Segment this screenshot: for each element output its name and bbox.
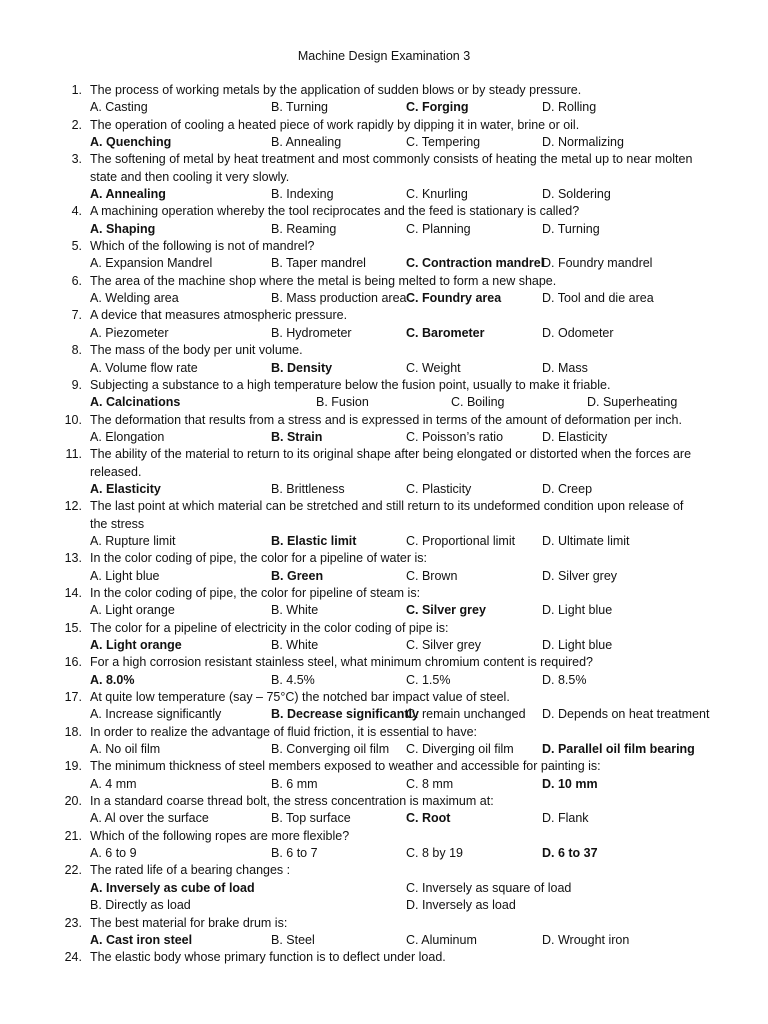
answer-option: B. White [271, 638, 319, 652]
question-text: In the color coding of pipe, the color for a pipeline of water is: [90, 551, 427, 566]
answer-option: A. Piezometer [90, 325, 169, 340]
question-text: the stress [90, 516, 145, 531]
question-item [0, 117, 768, 134]
answer-option: B. 6 mm [271, 776, 318, 791]
answer-option: B. Fusion [316, 395, 369, 410]
answer-option: D. Odometer [542, 325, 614, 340]
answer-option: D. Rolling [542, 100, 597, 115]
answer-option: A. 6 to 9 [90, 846, 137, 861]
options-row [0, 325, 768, 342]
question-text: The area of the machine shop where the metal is being melted to form a new shape. [90, 273, 557, 288]
answer-option: C. Poisson’s ratio [406, 429, 504, 444]
answer-option: C. Brown [406, 568, 458, 583]
question-item [0, 203, 768, 220]
options-row [0, 255, 768, 272]
options-row [0, 134, 768, 151]
question-text: The rated life of a bearing changes : [90, 863, 291, 878]
question-number: 1. [71, 83, 82, 97]
question-text: A device that measures atmospheric pressure. [90, 308, 348, 323]
answer-option: B. Annealing [271, 135, 342, 150]
answer-option: B. Taper mandrel [271, 256, 366, 271]
answer-option: C. Inversely as square of load [406, 880, 572, 895]
answer-option: B. Density [271, 360, 333, 375]
question-item [0, 862, 768, 879]
answer-option: A. Al over the surface [90, 811, 209, 826]
options-row [0, 99, 768, 116]
answer-option: B. Elastic limit [271, 533, 357, 548]
answer-option: A. Cast iron steel [90, 932, 193, 947]
options-row [0, 880, 768, 897]
question-text: The ability of the material to return to its original shape after being elongated or distorted when the forces are [90, 447, 692, 462]
answer-option: D. Creep [542, 481, 593, 496]
answer-option: B. Reaming [271, 221, 337, 236]
options-row [0, 429, 768, 446]
question-continuation [0, 464, 768, 481]
options-row [0, 481, 768, 498]
options-row [0, 602, 768, 619]
options-row [0, 360, 768, 377]
options-row [0, 810, 768, 827]
answer-option: C. Boiling [451, 395, 505, 410]
question-item [0, 689, 768, 706]
question-number: 3. [71, 152, 82, 167]
question-item [0, 724, 768, 741]
options-row [0, 672, 768, 689]
question-number: 24. [64, 950, 82, 965]
answer-option: C. Barometer [406, 325, 485, 340]
answer-option: A. Calcinations [90, 395, 181, 410]
answer-option: A. Quenching [90, 135, 172, 150]
answer-option: C. Silver grey [406, 638, 482, 652]
question-text: At quite low temperature (say – 75°C) the notched bar impact value of steel. [90, 690, 510, 705]
answer-option: C. Tempering [406, 135, 481, 150]
question-number: 10. [64, 412, 82, 427]
question-number: 21. [64, 828, 82, 843]
answer-option: C. Contraction mandrel [406, 256, 545, 271]
question-text: released. [90, 464, 142, 479]
question-number: 5. [71, 239, 82, 254]
answer-option: B. Hydrometer [271, 325, 352, 340]
answer-option: B. 4.5% [271, 672, 315, 687]
question-text: The deformation that results from a stress and is expressed in terms of the amount of deformation per inch. [90, 412, 682, 427]
question-item [0, 151, 768, 168]
answer-option: A. Shaping [90, 221, 156, 236]
question-item [0, 307, 768, 324]
question-continuation [0, 516, 768, 533]
options-row [0, 845, 768, 862]
answer-option: D. Tool and die area [542, 291, 654, 306]
question-text: In the color coding of pipe, the color for pipeline of steam is: [90, 585, 421, 600]
options-row [0, 533, 768, 550]
answer-option: D. Superheating [587, 395, 678, 410]
question-number: 17. [64, 690, 82, 705]
answer-option: D. Light blue [542, 603, 613, 618]
question-item [0, 446, 768, 463]
question-text: The process of working metals by the application of sudden blows or by steady pressure. [90, 83, 582, 97]
question-item [0, 238, 768, 255]
answer-option: D. Foundry mandrel [542, 256, 653, 271]
question-text: The elastic body whose primary function is to deflect under load. [90, 950, 446, 965]
answer-option: C. Planning [406, 221, 471, 236]
answer-option: A. Casting [90, 100, 148, 115]
answer-option: B. Brittleness [271, 481, 345, 496]
options-row [0, 186, 768, 203]
options-row [0, 741, 768, 758]
answer-option: C. Foundry area [406, 291, 502, 306]
question-number: 23. [64, 915, 82, 930]
question-number: 11. [65, 447, 82, 462]
question-item [0, 793, 768, 810]
answer-option: C. Proportional limit [406, 533, 516, 548]
answer-option: C. 1.5% [406, 672, 451, 687]
answer-option: A. Volume flow rate [90, 360, 198, 375]
answer-option: A. Increase significantly [90, 707, 222, 722]
answer-option: A. Inversely as cube of load [90, 880, 255, 895]
answer-option: D. Mass [542, 360, 588, 375]
question-item [0, 550, 768, 567]
question-number: 14. [64, 585, 82, 600]
question-number: 4. [71, 204, 82, 219]
question-text: Subjecting a substance to a high temperature below the fusion point, usually to make it friable. [90, 377, 611, 392]
options-row [0, 932, 768, 949]
question-item [0, 620, 768, 637]
question-text: The minimum thickness of steel members exposed to weather and accessible for painting is: [90, 759, 601, 774]
question-text: The mass of the body per unit volume. [90, 343, 303, 358]
question-text: The softening of metal by heat treatment and most commonly consists of heating the metal up to near molten [90, 152, 693, 167]
answer-option: B. Green [271, 568, 324, 583]
question-number: 12. [64, 499, 82, 514]
answer-option: B. Turning [271, 100, 328, 115]
question-continuation [0, 169, 768, 186]
question-list [0, 82, 768, 967]
question-number: 16. [64, 655, 82, 670]
options-row [0, 637, 768, 654]
question-number: 2. [71, 117, 82, 132]
answer-option: C. Root [406, 811, 451, 826]
answer-option: A. No oil film [90, 742, 161, 757]
question-text: The last point at which material can be stretched and still return to its undeformed condition upon release of [90, 499, 684, 514]
answer-option: A. Rupture limit [90, 533, 176, 548]
question-text: In a standard coarse thread bolt, the stress concentration is maximum at: [90, 794, 494, 809]
answer-option: D. Silver grey [542, 568, 618, 583]
answer-option: A. 4 mm [90, 776, 137, 791]
answer-option: B. Indexing [271, 187, 334, 202]
answer-option: D. Depends on heat treatment [542, 707, 710, 722]
answer-option: A. Expansion Mandrel [90, 256, 213, 271]
answer-option: B. Converging oil film [271, 742, 390, 757]
answer-option: C. remain unchanged [406, 707, 526, 722]
question-item [0, 377, 768, 394]
question-number: 7. [71, 308, 82, 323]
answer-option: C. 8 mm [406, 776, 454, 791]
question-number: 9. [71, 377, 82, 392]
question-number: 6. [71, 273, 82, 288]
answer-option: A. Light blue [90, 568, 160, 583]
answer-option: A. Welding area [90, 291, 179, 306]
question-number: 20. [64, 794, 82, 809]
question-item [0, 949, 768, 966]
answer-option: C. Forging [406, 100, 469, 115]
answer-option: C. Weight [406, 360, 461, 375]
question-number: 15. [64, 620, 82, 635]
question-text: A machining operation whereby the tool reciprocates and the feed is stationary is called? [90, 204, 580, 219]
options-row [0, 568, 768, 585]
answer-option: D. Inversely as load [406, 898, 516, 913]
question-item [0, 828, 768, 845]
question-number: 22. [64, 863, 82, 878]
answer-option: D. 6 to 37 [542, 846, 598, 861]
answer-option: B. Steel [271, 932, 315, 947]
question-text: state and then cooling it very slowly. [90, 169, 290, 184]
question-item [0, 342, 768, 359]
answer-option: B. Strain [271, 429, 323, 444]
options-row [0, 776, 768, 793]
question-number: 8. [71, 343, 82, 358]
answer-option: A. Elasticity [90, 481, 161, 496]
answer-option: B. Directly as load [90, 898, 191, 913]
answer-option: C. Silver grey [406, 603, 486, 618]
question-number: 13. [64, 551, 82, 566]
options-row [0, 706, 768, 723]
answer-option: B. Top surface [271, 811, 351, 826]
answer-option: C. Diverging oil film [406, 742, 514, 757]
answer-option: D. Turning [542, 221, 600, 236]
options-row [0, 394, 768, 411]
question-item [0, 758, 768, 775]
answer-option: B. White [271, 603, 319, 618]
answer-option: A. Elongation [90, 429, 165, 444]
question-text: For a high corrosion resistant stainless steel, what minimum chromium content is required? [90, 655, 593, 670]
answer-option: D. Light blue [542, 638, 613, 652]
answer-option: D. Wrought iron [542, 932, 630, 947]
question-text: The color for a pipeline of electricity in the color coding of pipe is: [90, 620, 449, 635]
question-item [0, 585, 768, 602]
answer-option: C. Plasticity [406, 481, 472, 496]
answer-option: A. Light orange [90, 638, 182, 652]
answer-option: B. 6 to 7 [271, 846, 318, 861]
answer-option: B. Decrease significantly [271, 707, 419, 722]
answer-option: D. 8.5% [542, 672, 587, 687]
question-item [0, 654, 768, 671]
question-item [0, 412, 768, 429]
question-text: The best material for brake drum is: [90, 915, 288, 930]
answer-option: A. 8.0% [90, 672, 135, 687]
question-text: Which of the following ropes are more flexible? [90, 828, 350, 843]
options-row [0, 290, 768, 307]
question-number: 19. [64, 759, 82, 774]
answer-option: D. Elasticity [542, 429, 608, 444]
answer-option: D. Normalizing [542, 135, 624, 150]
answer-option: D. Ultimate limit [542, 533, 630, 548]
question-number: 18. [64, 724, 82, 739]
question-text: Which of the following is not of mandrel? [90, 239, 315, 254]
answer-option: B. Mass production area [271, 291, 407, 306]
answer-option: D. Flank [542, 811, 589, 826]
answer-option: C. Knurling [406, 187, 468, 202]
question-item [0, 915, 768, 932]
answer-option: C. 8 by 19 [406, 846, 463, 861]
answer-option: A. Annealing [90, 187, 166, 202]
answer-option: D. Parallel oil film bearing [542, 742, 695, 757]
question-item [0, 498, 768, 515]
question-text: The operation of cooling a heated piece of work rapidly by dipping it in water, brine or oil. [90, 117, 580, 132]
document-title: Machine Design Examination 3 [297, 49, 471, 63]
answer-option: A. Light orange [90, 603, 175, 618]
options-row [0, 897, 768, 914]
answer-option: D. 10 mm [542, 776, 598, 791]
answer-option: D. Soldering [542, 187, 611, 202]
options-row [0, 221, 768, 238]
question-item [0, 273, 768, 290]
question-item [0, 82, 768, 99]
question-text: In order to realize the advantage of fluid friction, it is essential to have: [90, 724, 478, 739]
answer-option: C. Aluminum [406, 932, 477, 947]
